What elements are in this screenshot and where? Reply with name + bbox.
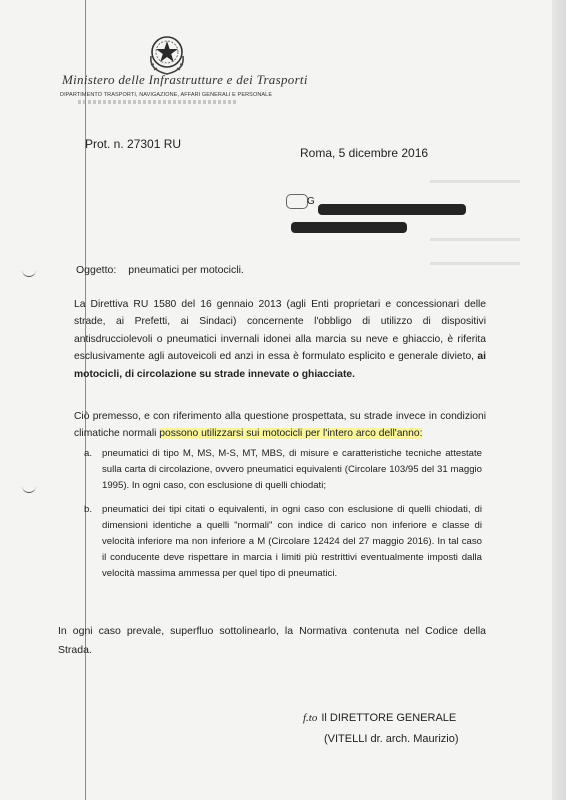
bold-prohibition-text: ai motocicli, di circolazione su strade innevate o ghiacciate. — [74, 351, 486, 380]
punch-hole-mark — [22, 268, 36, 277]
list-item-text: pneumatici di tipo M, MS, M-S, MT, MBS, di misure e caratteristiche tecniche attestate sulla carta di circolazione, ovvero pneumatici equivalenti (Circolare 103/95 del 31 maggio 1995). In ogni caso, con esclusione di quelli chiodati; — [102, 448, 482, 491]
department-subline — [78, 100, 238, 104]
redaction-bar — [291, 222, 407, 233]
list-item — [84, 446, 482, 494]
highlighted-text: possono utilizzarsi sui motocicli per l'intero arco dell'anno: — [159, 428, 423, 440]
bleed-through-line — [430, 238, 520, 241]
list-marker: a. — [84, 448, 93, 459]
paragraph-closing: In ogni caso prevale, superfluo sottolinearlo, la Normativa contenuta nel Codice della Strada. — [58, 625, 486, 656]
department-name: DIPARTIMENTO TRASPORTI, NAVIGAZIONE, AFFARI GENERALI E PERSONALE — [60, 92, 273, 98]
ministry-name: Ministero delle Infrastrutture e dei Trasporti — [62, 72, 308, 87]
recipient-prefix: G — [307, 196, 315, 207]
subject-label: Oggetto: — [76, 264, 117, 276]
paragraph-directive — [74, 296, 486, 383]
republic-emblem-icon — [145, 30, 189, 76]
subject-line — [76, 264, 244, 276]
punch-hole-mark — [22, 484, 36, 493]
list-marker: b. — [84, 504, 93, 515]
paragraph-premise — [74, 408, 486, 443]
protocol-number: Prot. n. 27301 RU — [85, 137, 182, 151]
subject-text: pneumatici per motocicli. — [128, 264, 244, 276]
signature-name: (VITELLI dr. arch. Maurizio) — [324, 733, 459, 745]
signature-prefix: f.to — [303, 712, 318, 724]
paragraph-text: Ciò premesso, e con riferimento alla questione prospettata, su strade invece in condizioni climatiche normali — [74, 411, 486, 440]
document-date: Roma, 5 dicembre 2016 — [300, 146, 429, 160]
recipient-stamp-box — [286, 194, 308, 209]
scan-margin-line — [85, 0, 86, 800]
signature-role: Il DIRETTORE GENERALE — [321, 712, 457, 724]
list-item — [84, 502, 482, 582]
signature-title — [303, 712, 456, 724]
redaction-bar — [318, 204, 466, 215]
paragraph-text: La Direttiva RU 1580 del 16 gennaio 2013 (agli Enti proprietari e concessionari delle strade, ai Prefetti, ai Sindaci) concernente l'obbligo di utilizzo di dispositivi antisdrucciolevoli o pneumatici invernali idonei alla marcia su neve e ghiaccio, è riferita esclusivamente agli autoveicoli ed anzi in essa è formulato esplicito e generale divieto, — [74, 299, 486, 363]
bleed-through-line — [430, 262, 520, 265]
list-item-text: pneumatici dei tipi citati o equivalenti, in ogni caso con esclusione di quelli chiodati, di dimensioni identiche a quelli "normali" con indice di carico non inferiore e classe di velocità inferiore ma non inferiore a M (Circolare 12424 del 27 maggio 2016). In tal caso il conducente deve rispettare in marcia i limiti più restrittivi eventualmente imposti dalla velocità massima ammessa per quel tipo di pneumatici. — [102, 504, 482, 579]
scan-page-edge — [552, 0, 566, 800]
bleed-through-line — [430, 180, 520, 183]
